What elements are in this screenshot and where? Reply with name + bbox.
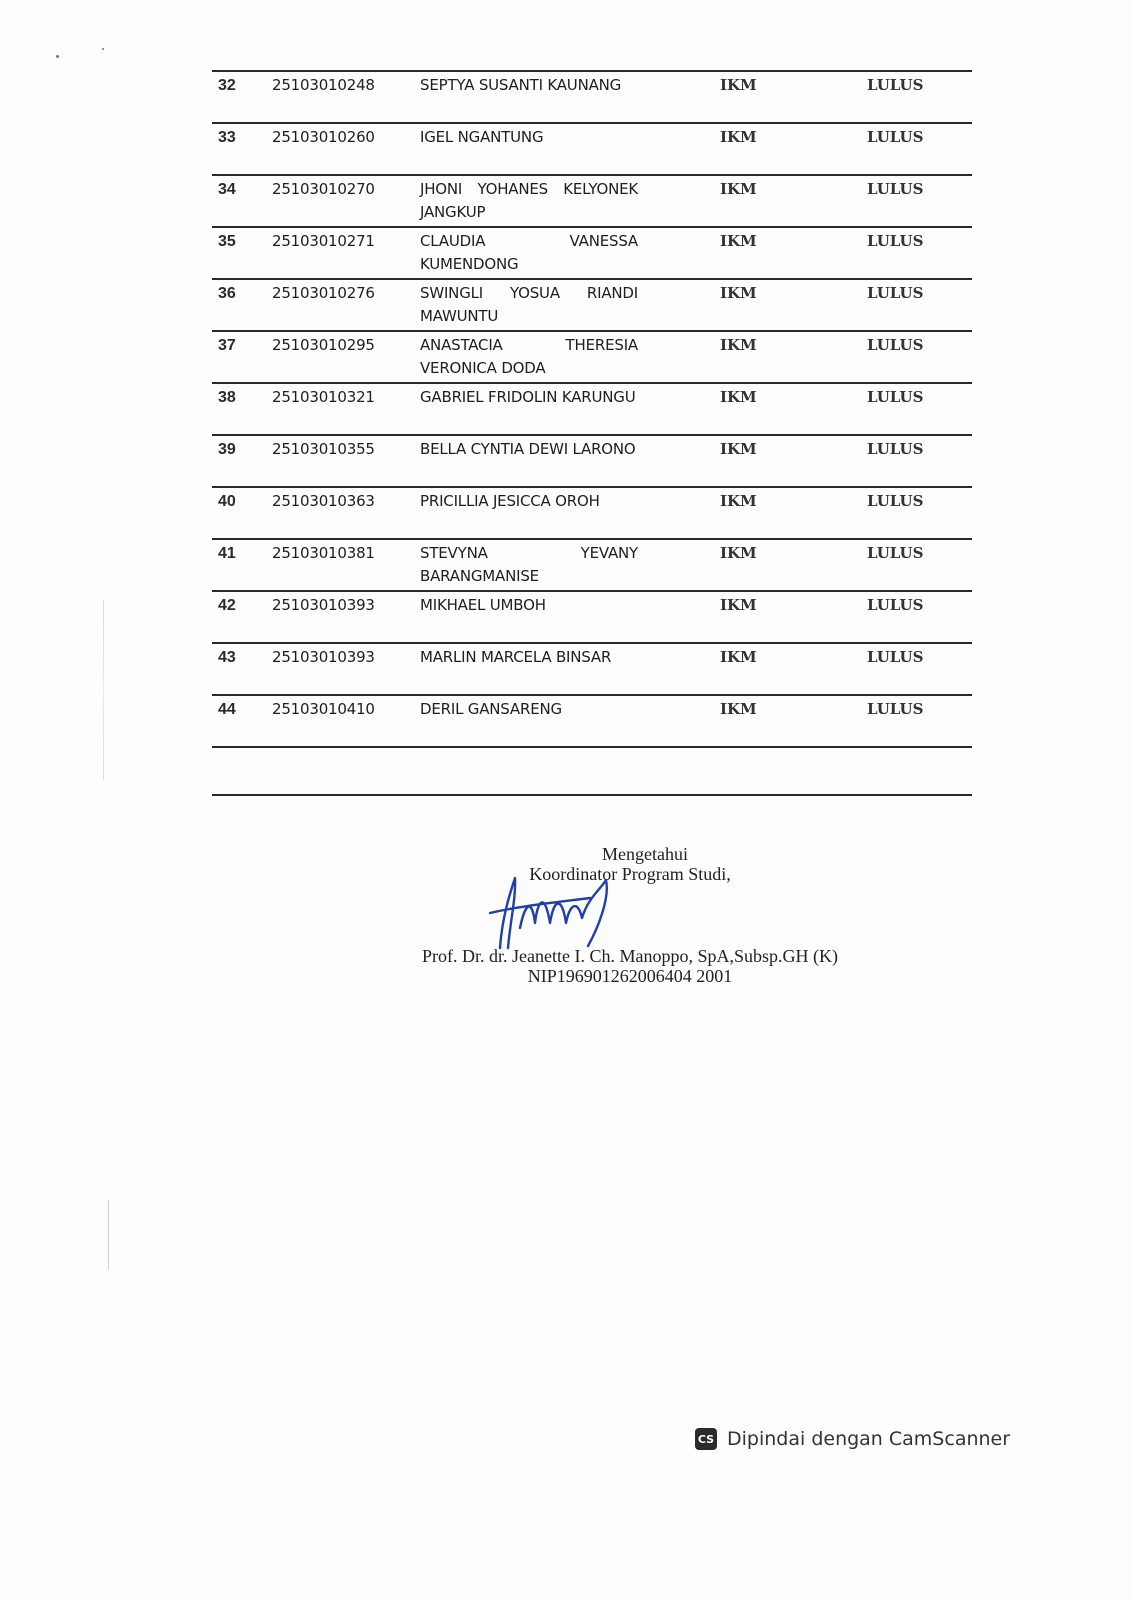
row-number: 40 [218,493,236,510]
student-name-line-1: JHONI YOHANES KELYONEK [420,180,638,198]
table-row [212,174,972,226]
student-id: 25103010248 [272,76,375,94]
graduation-status: LULUS [867,232,924,250]
graduation-status: LULUS [867,492,924,510]
student-name [420,646,638,669]
camscanner-logo-icon: CS [695,1428,717,1450]
student-name-line-1: STEVYNA YEVANY [420,544,638,562]
student-id: 25103010321 [272,388,375,406]
scan-edge-mark [108,1200,109,1270]
student-name-line-1: SEPTYA SUSANTI KAUNANG [420,76,622,94]
graduation-status: LULUS [867,336,924,354]
student-name [420,438,638,461]
student-name [420,230,638,276]
scan-speck [102,48,104,50]
student-id: 25103010410 [272,700,375,718]
row-number: 35 [218,233,236,250]
signatory-name: Prof. Dr. dr. Jeanette I. Ch. Manoppo, SpA,Subsp.GH (K) [422,946,838,966]
graduation-status: LULUS [867,544,924,562]
row-number: 33 [218,129,236,146]
row-number: 36 [218,285,236,302]
row-number: 39 [218,441,236,458]
graduation-status: LULUS [867,700,924,718]
student-id: 25103010295 [272,336,375,354]
student-name-line-2: BARANGMANISE [420,567,539,585]
student-id: 25103010260 [272,128,375,146]
student-name-line-1: SWINGLI YOSUA RIANDI [420,284,638,302]
student-name [420,334,638,380]
student-name-line-1: PRICILLIA JESICCA OROH [420,492,600,510]
graduation-table [212,70,972,796]
table-row [212,330,972,382]
table-row [212,382,972,434]
student-id: 25103010355 [272,440,375,458]
student-id: 25103010381 [272,544,375,562]
student-name-line-1: BELLA CYNTIA DEWI LARONO [420,440,636,458]
student-name-line-2: JANGKUP [420,203,486,221]
student-name [420,74,638,97]
table-row [212,278,972,330]
table-row [212,226,972,278]
student-name [420,490,638,513]
student-name-line-1: MARLIN MARCELA BINSAR [420,648,612,666]
student-id: 25103010271 [272,232,375,250]
study-program: IKM [720,180,757,198]
student-name-line-1: CLAUDIA VANESSA [420,232,638,250]
student-id: 25103010393 [272,596,375,614]
row-number: 44 [218,701,236,718]
student-name-line-2: MAWUNTU [420,307,499,325]
study-program: IKM [720,544,757,562]
student-name-line-1: DERIL GANSARENG [420,700,562,718]
row-number: 41 [218,545,236,562]
graduation-status: LULUS [867,180,924,198]
study-program: IKM [720,388,757,406]
graduation-status: LULUS [867,128,924,146]
student-name [420,386,638,409]
student-id: 25103010270 [272,180,375,198]
graduation-status: LULUS [867,284,924,302]
table-bottom-border [212,794,972,796]
camscanner-text: Dipindai dengan CamScanner [727,1428,1011,1450]
table-row [212,122,972,174]
table-row [212,590,972,642]
graduation-status: LULUS [867,76,924,94]
student-id: 25103010276 [272,284,375,302]
study-program: IKM [720,492,757,510]
table-row [212,486,972,538]
table-row [212,694,972,746]
study-program: IKM [720,700,757,718]
study-program: IKM [720,128,757,146]
graduation-status: LULUS [867,648,924,666]
student-name-line-2: KUMENDONG [420,255,519,273]
scan-speck [56,55,59,58]
study-program: IKM [720,648,757,666]
student-name [420,542,638,588]
student-name [420,594,638,617]
study-program: IKM [720,232,757,250]
graduation-status: LULUS [867,596,924,614]
camscanner-watermark [695,1428,1010,1450]
signature-block [300,844,960,986]
graduation-status: LULUS [867,388,924,406]
scan-edge-mark [103,600,104,780]
student-id: 25103010393 [272,648,375,666]
student-name [420,178,638,224]
student-name [420,126,638,149]
table-row [212,538,972,590]
row-number: 32 [218,77,236,94]
student-name-line-1: GABRIEL FRIDOLIN KARUNGU [420,388,636,406]
row-number: 34 [218,181,236,198]
study-program: IKM [720,336,757,354]
graduation-status: LULUS [867,440,924,458]
student-name-line-1: IGEL NGANTUNG [420,128,544,146]
student-id: 25103010363 [272,492,375,510]
table-row [212,642,972,694]
table-row [212,70,972,122]
table-row [212,434,972,486]
row-number: 43 [218,649,236,666]
student-name-line-2: VERONICA DODA [420,359,546,377]
signatory-nip: NIP196901262006404 2001 [527,966,733,986]
student-name [420,698,638,721]
study-program: IKM [720,596,757,614]
row-number: 42 [218,597,236,614]
study-program: IKM [720,440,757,458]
empty-table-row [212,746,972,794]
student-name-line-1: MIKHAEL UMBOH [420,596,546,614]
study-program: IKM [720,76,757,94]
row-number: 38 [218,389,236,406]
coordinator-title: Koordinator Program Studi, [529,864,731,884]
student-name-line-1: ANASTACIA THERESIA [420,336,638,354]
row-number: 37 [218,337,236,354]
acknowledged-label: Mengetahui [602,844,688,864]
student-name [420,282,638,328]
study-program: IKM [720,284,757,302]
